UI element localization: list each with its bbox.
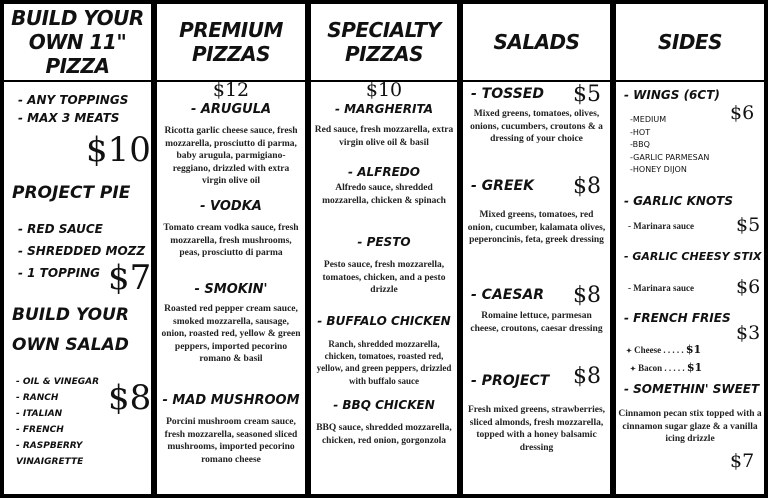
specialty-item-desc: BBQ sauce, shredded mozzarella, chicken, red onion, gorgonzola	[316, 423, 452, 446]
fries-addon-cheese: ✦ Cheese . . . . . $1	[626, 343, 702, 356]
wings-price: $6	[730, 102, 755, 124]
list-item: -BBQ	[630, 140, 650, 149]
list-item: - FRENCH	[16, 425, 64, 435]
addon-label: Cheese . . . . .	[634, 345, 684, 355]
list-item: -HONEY DIJON	[630, 165, 687, 174]
garlic-knots-name: - GARLIC KNOTS	[624, 194, 734, 208]
wings-name: - WINGS (6CT)	[624, 88, 720, 102]
fries-price: $3	[736, 322, 761, 344]
fries-addon-bacon: ✦ Bacon . . . . . $1	[630, 361, 703, 374]
specialty-price: $10	[365, 79, 403, 101]
specialty-item-name: - BBQ CHICKEN	[333, 398, 435, 412]
build-pizza-title: BUILD YOUR OWN 11" PIZZA	[11, 6, 144, 78]
build-pizza-items	[18, 91, 128, 127]
salad-item-desc: Mixed greens, tomatoes, red onion, cucumber, kalamata olives, peperoncinis, feta, greek dressing	[467, 210, 606, 245]
salads-title: SALADS	[493, 30, 580, 54]
premium-item-name: - VODKA	[200, 199, 262, 214]
premium-item-desc: Roasted red pepper cream sauce, smoked mozzarella, sausage, onion, roasted red, yellow & green peppers, imported pecorino romano & basil	[161, 304, 301, 364]
sweet-name: - SOMETHIN' SWEET	[624, 382, 760, 396]
specialty-item-name: - MARGHERITA	[335, 102, 433, 116]
fries-name: - FRENCH FRIES	[624, 311, 731, 325]
salad-item-name: - TOSSED	[471, 86, 544, 102]
addon-label: Bacon . . . . .	[638, 363, 685, 373]
premium-panel	[157, 79, 305, 494]
cheesy-stix-price: $6	[736, 276, 761, 298]
specialty-item-desc: Red sauce, fresh mozzarella, extra virgin olive oil & basil	[314, 125, 454, 148]
salad-item-price: $8	[573, 364, 601, 389]
salads-header	[463, 4, 610, 80]
salad-item-desc: Romaine lettuce, parmesan cheese, croutons, caesar dressing	[470, 311, 603, 334]
list-item: -GARLIC PARMESAN	[630, 152, 710, 162]
list-item: -MEDIUM	[630, 115, 667, 124]
salads-panel	[463, 82, 610, 494]
salad-item-desc: Fresh mixed greens, strawberries, sliced almonds, fresh mozzarella, topped with a honey balsamic dressing	[467, 405, 606, 453]
cheesy-stix-name: - GARLIC CHEESY STIX	[624, 250, 762, 263]
project-pie-price: $7	[108, 258, 152, 298]
specialty-item-desc: Pesto sauce, fresh mozzarella, tomatoes, chicken, and a pesto drizzle	[322, 260, 446, 295]
specialty-item-desc: Alfredo sauce, shredded mozzarella, chicken & spinach	[322, 183, 446, 206]
build-pizza-header	[4, 4, 151, 80]
specialty-title: SPECIALTY PIZZAS	[327, 18, 441, 66]
salad-item-price: $5	[573, 82, 601, 107]
salad-item-name: - CAESAR	[471, 287, 545, 303]
list-item: - RASPBERRY VINAIGRETTE	[16, 441, 84, 467]
premium-title: PREMIUM PIZZAS	[179, 18, 283, 66]
salads-column	[459, 0, 614, 498]
build-your-own-column	[0, 0, 155, 498]
list-item: - OIL & VINEGAR	[16, 377, 99, 387]
build-salad-price: $8	[108, 378, 152, 418]
build-pizza-panel	[4, 82, 151, 494]
specialty-panel	[311, 79, 457, 494]
garlic-knots-price: $5	[736, 214, 761, 236]
specialty-pizzas-column	[307, 0, 461, 498]
list-item: - RED SAUCE	[18, 222, 103, 236]
list-item: - SHREDDED MOZZ	[18, 244, 146, 258]
list-item: - RANCH	[16, 393, 59, 403]
sweet-price: $7	[730, 450, 755, 472]
sides-title: SIDES	[657, 30, 722, 54]
salad-item-price: $8	[573, 283, 601, 308]
premium-item-name: - SMOKIN'	[194, 282, 268, 297]
sides-column	[612, 0, 768, 498]
list-item: - ITALIAN	[16, 409, 63, 419]
sides-header	[616, 4, 764, 80]
premium-header	[157, 4, 305, 80]
premium-item-desc: Tomato cream vodka sauce, fresh mozzarella, fresh mushrooms, peas, prosciutto di parma	[163, 223, 299, 258]
specialty-item-name: - BUFFALO CHICKEN	[317, 314, 451, 328]
garlic-knots-sauce: - Marinara sauce	[628, 221, 694, 231]
list-item: -HOT	[630, 127, 651, 137]
premium-item-name: - MAD MUSHROOM	[162, 393, 300, 408]
specialty-item-name: - ALFREDO	[348, 165, 420, 179]
build-salad-title: BUILD YOUR OWN SALAD	[12, 305, 129, 355]
specialty-header	[311, 4, 457, 80]
list-item: - ANY TOPPINGS	[18, 93, 129, 107]
salad-item-price: $8	[573, 174, 601, 199]
cheesy-stix-sauce: - Marinara sauce	[628, 283, 694, 293]
addon-price: $1	[685, 343, 702, 356]
specialty-item-name: - PESTO	[357, 235, 411, 249]
premium-price: $12	[212, 79, 250, 101]
sweet-desc: Cinnamon pecan stix topped with a cinnamon sugar glaze & a vanilla icing drizzle	[618, 409, 762, 444]
premium-item-name: - ARUGULA	[190, 102, 272, 117]
salad-item-name: - GREEK	[471, 178, 534, 194]
salad-item-desc: Mixed greens, tomatoes, olives, onions, cucumbers, croutons & a dressing of your choice	[470, 109, 603, 144]
list-item: - 1 TOPPING	[18, 266, 101, 280]
list-item: - MAX 3 MEATS	[18, 111, 120, 125]
project-pie-title: PROJECT PIE	[12, 183, 131, 203]
wings-options	[630, 114, 709, 177]
specialty-item-desc: Ranch, shredded mozzarella, chicken, tomatoes, roasted red, yellow, and green peppers, drizzled with buffalo sauce	[316, 339, 452, 386]
salad-item-name: - PROJECT	[471, 373, 550, 389]
addon-price: $1	[686, 361, 703, 374]
premium-pizzas-column	[153, 0, 309, 498]
premium-item-desc: Porcini mushroom cream sauce, fresh mozzarella, seasoned sliced mushrooms, imported pecorino romano cheese	[164, 417, 298, 465]
build-pizza-price: $10	[86, 130, 151, 170]
sides-panel	[616, 82, 764, 494]
premium-item-desc: Ricotta garlic cheese sauce, fresh mozzarella, prosciutto di parma, baby arugula, parmigiano-reggiano, drizzled with extra virgin olive oil	[164, 126, 298, 186]
